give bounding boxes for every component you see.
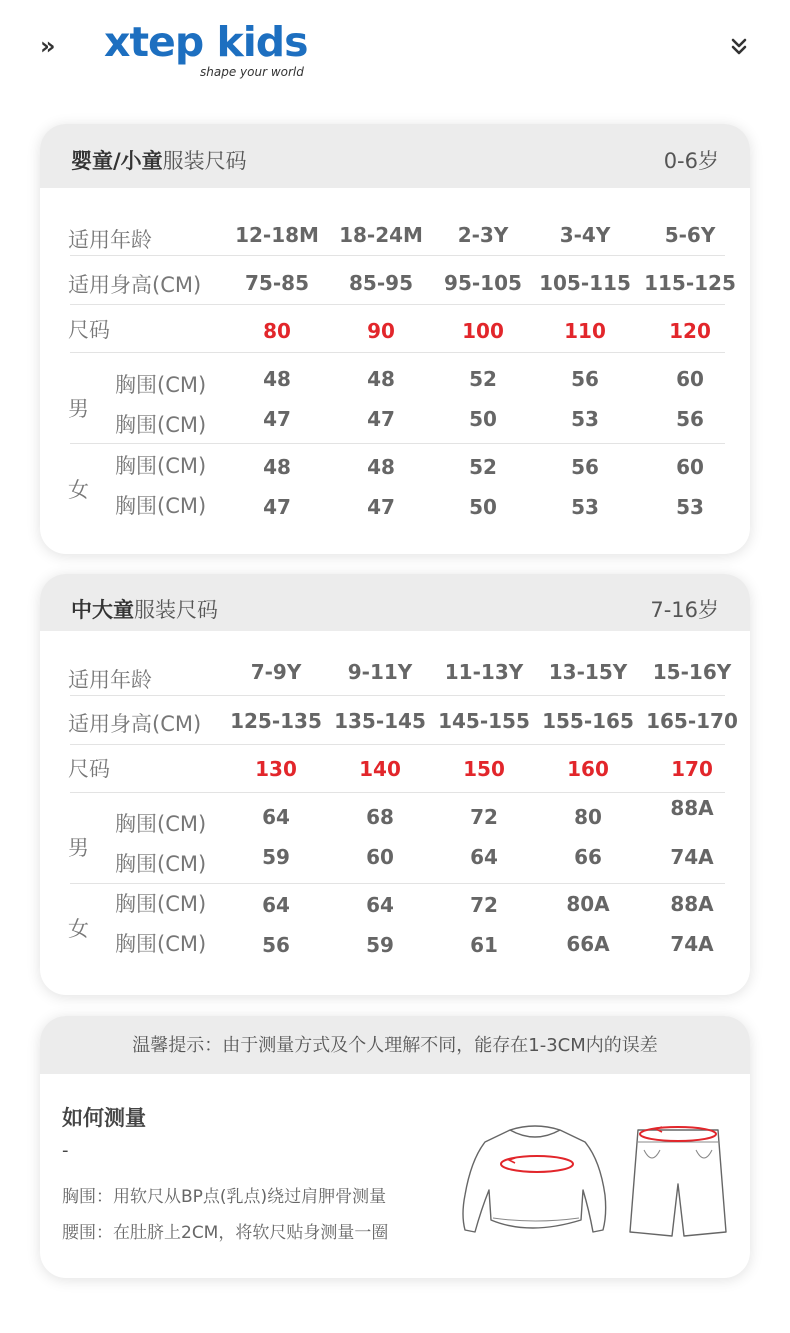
table-header	[40, 124, 750, 188]
table-cell: 48	[367, 367, 395, 391]
table-cell: 64	[470, 845, 498, 869]
table-cell: 11-13Y	[444, 660, 524, 684]
row-label-male: 男	[68, 397, 89, 421]
table-cell: 53	[571, 495, 599, 519]
row-divider	[70, 304, 725, 305]
row-label-chest: 胸围(CM)	[115, 932, 207, 956]
row-label-height: 适用身高(CM)	[68, 712, 202, 736]
table-cell: 18-24M	[339, 223, 423, 247]
table-cell: 105-115	[539, 271, 631, 295]
size-cell: 120	[669, 319, 711, 343]
table-cell: 66A	[566, 932, 610, 956]
table-cell: 48	[263, 455, 291, 479]
table-cell: 53	[571, 407, 599, 431]
page-header	[0, 0, 790, 110]
table-cell: 53	[676, 495, 704, 519]
size-cell: 80	[263, 319, 291, 343]
table-cell: 60	[366, 845, 394, 869]
table-cell: 88A	[670, 796, 714, 820]
table-cell: 85-95	[349, 271, 413, 295]
table-cell: 72	[470, 805, 498, 829]
row-divider	[70, 352, 725, 353]
row-label-height: 适用身高(CM)	[68, 273, 202, 297]
table-cell: 52	[469, 367, 497, 391]
table-cell: 13-15Y	[548, 660, 628, 684]
table-cell: 7-9Y	[250, 660, 302, 684]
table-cell: 165-170	[646, 709, 738, 733]
row-label-female: 女	[68, 478, 89, 502]
age-range: 0-6岁	[663, 149, 719, 173]
size-cell: 140	[359, 757, 401, 781]
row-divider	[70, 255, 725, 256]
table-cell: 47	[367, 407, 395, 431]
table-cell: 56	[571, 455, 599, 479]
table-cell: 61	[470, 933, 498, 957]
row-label-chest: 胸围(CM)	[115, 373, 207, 397]
tip-banner	[40, 1016, 750, 1074]
table-cell: 95-105	[444, 271, 522, 295]
table-title-rest: 服装尺码	[162, 149, 247, 173]
row-label-chest: 胸围(CM)	[115, 413, 207, 437]
row-label-chest: 胸围(CM)	[115, 852, 207, 876]
table-cell: 74A	[670, 845, 714, 869]
table-cell: 72	[470, 893, 498, 917]
table-cell: 145-155	[438, 709, 530, 733]
table-title-rest: 服装尺码	[134, 598, 218, 622]
table-cell: 12-18M	[235, 223, 319, 247]
table-title-bold: 婴童/小童	[71, 149, 163, 173]
row-divider	[70, 443, 725, 444]
table-cell: 64	[366, 893, 394, 917]
table-cell: 64	[262, 805, 290, 829]
size-cell: 100	[462, 319, 504, 343]
row-label-age: 适用年龄	[68, 228, 152, 252]
table-cell: 48	[367, 455, 395, 479]
logo-tagline: shape your world	[200, 65, 304, 79]
row-label-chest: 胸围(CM)	[115, 812, 207, 836]
measure-guide-card	[40, 1016, 750, 1278]
row-divider	[70, 792, 725, 793]
table-cell: 2-3Y	[457, 223, 509, 247]
size-cell: 110	[564, 319, 606, 343]
size-cell: 150	[463, 757, 505, 781]
table-cell: 66	[574, 845, 602, 869]
row-label-size: 尺码	[68, 318, 110, 342]
tip-text: 温馨提示：由于测量方式及个人理解不同，能存在1-3CM内的误差	[132, 1035, 658, 1056]
table-cell: 74A	[670, 932, 714, 956]
size-table-kids	[40, 574, 750, 995]
table-cell: 47	[263, 495, 291, 519]
waist-instruction: 腰围：在肚脐上2CM，将软尺贴身测量一圈	[62, 1223, 389, 1243]
table-cell: 135-145	[334, 709, 426, 733]
table-cell: 56	[571, 367, 599, 391]
table-cell: 75-85	[245, 271, 309, 295]
how-to-measure-title: 如何测量	[62, 1106, 146, 1130]
table-cell: 48	[263, 367, 291, 391]
table-cell: 5-6Y	[664, 223, 716, 247]
table-cell: 60	[676, 367, 704, 391]
row-divider	[70, 883, 725, 884]
table-header	[40, 574, 750, 631]
row-divider	[70, 695, 725, 696]
table-title	[71, 145, 247, 175]
row-label-chest: 胸围(CM)	[115, 892, 207, 916]
table-cell: 64	[262, 893, 290, 917]
brand-logo	[104, 18, 308, 79]
table-cell: 80	[574, 805, 602, 829]
row-label-chest: 胸围(CM)	[115, 494, 207, 518]
shorts-measure-icon	[622, 1120, 732, 1240]
row-label-male: 男	[68, 836, 89, 860]
table-cell: 59	[262, 845, 290, 869]
table-cell: 15-16Y	[652, 660, 732, 684]
table-cell: 60	[676, 455, 704, 479]
table-cell: 115-125	[644, 271, 736, 295]
table-title	[71, 594, 218, 624]
table-cell: 9-11Y	[347, 660, 413, 684]
table-cell: 50	[469, 495, 497, 519]
table-cell: 125-135	[230, 709, 322, 733]
row-label-chest: 胸围(CM)	[115, 454, 207, 478]
table-title-bold: 中大童	[71, 598, 134, 622]
table-cell: 50	[469, 407, 497, 431]
table-cell: 155-165	[542, 709, 634, 733]
age-range: 7-16岁	[650, 598, 719, 622]
row-label-age: 适用年龄	[68, 668, 152, 692]
size-cell: 170	[671, 757, 713, 781]
size-cell: 130	[255, 757, 297, 781]
logo-text-xtep: xtep	[104, 18, 217, 66]
table-cell: 47	[367, 495, 395, 519]
row-label-size: 尺码	[68, 757, 110, 781]
size-cell: 90	[367, 319, 395, 343]
row-label-female: 女	[68, 917, 89, 941]
double-chevron-down-icon[interactable]	[729, 30, 749, 60]
table-cell: 59	[366, 933, 394, 957]
table-cell: 3-4Y	[559, 223, 611, 247]
size-table-infant	[40, 124, 750, 554]
chest-instruction: 胸围：用软尺从BP点(乳点)绕过肩胛骨测量	[62, 1187, 387, 1207]
row-divider	[70, 744, 725, 745]
table-cell: 56	[676, 407, 704, 431]
table-cell: 68	[366, 805, 394, 829]
table-cell: 88A	[670, 892, 714, 916]
double-chevron-right-icon[interactable]: »	[40, 32, 52, 60]
table-cell: 80A	[566, 892, 610, 916]
size-cell: 160	[567, 757, 609, 781]
table-cell: 47	[263, 407, 291, 431]
table-cell: 52	[469, 455, 497, 479]
table-cell: 56	[262, 933, 290, 957]
title-dash: -	[62, 1140, 69, 1161]
logo-text-kids: kids	[216, 18, 308, 66]
sweater-measure-icon	[455, 1120, 615, 1240]
